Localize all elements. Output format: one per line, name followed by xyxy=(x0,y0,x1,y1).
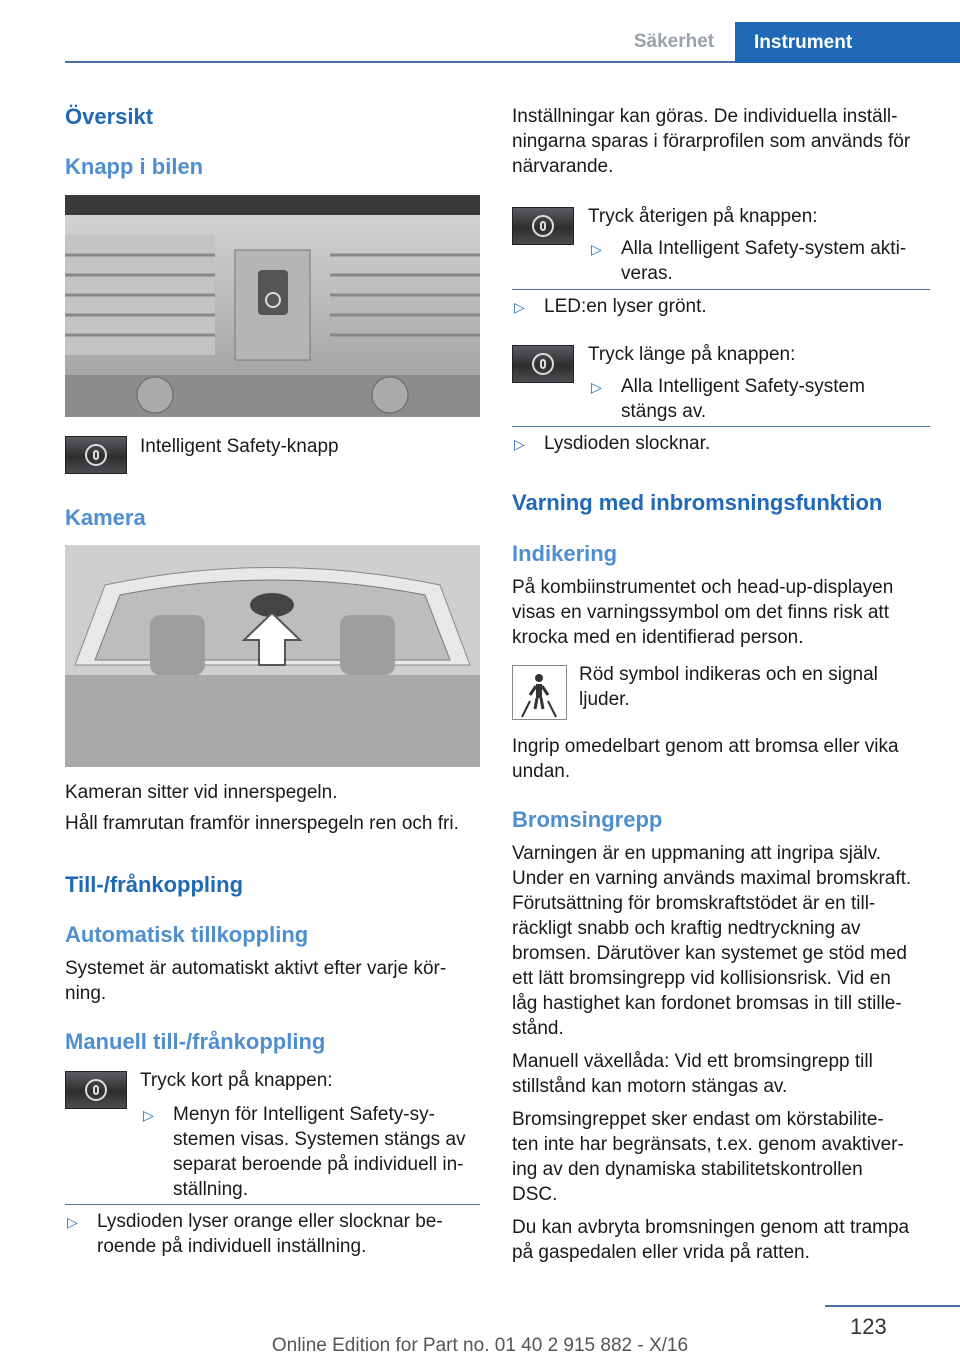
safety-button-icon-4 xyxy=(512,345,574,383)
rod-l2: ljuder. xyxy=(579,689,630,710)
br-l3: Förutsättning för bromskraftstödet är en till- xyxy=(512,893,876,914)
camera-photo xyxy=(65,545,480,767)
triangle-bullet-icon: ▷ xyxy=(143,1107,154,1123)
lb1-l2: stemen visas. Systemen stängs av xyxy=(173,1129,466,1150)
rb1-l1: Alla Intelligent Safety-system akti- xyxy=(621,238,907,259)
bs-l4: DSC. xyxy=(512,1184,558,1205)
ind-l2: visas en varningssymbol om det finns risk att xyxy=(512,602,889,623)
rb2: LED:en lyser grönt. xyxy=(544,296,707,317)
heading-oversikt: Översikt xyxy=(65,104,154,129)
man-l2: stillstånd kan motorn stängas av. xyxy=(512,1076,788,1097)
divider xyxy=(512,289,930,290)
caption-safety-button: Intelligent Safety-knapp xyxy=(140,436,339,457)
br-l6: ett lätt bromsingrepp vid kollisionsrisk. Vid en xyxy=(512,968,891,989)
br-l1: Varningen är en uppmaning att ingripa själv. xyxy=(512,843,881,864)
tryck-igen: Tryck återigen på knappen: xyxy=(588,206,818,227)
lb1-l4: ställning. xyxy=(173,1179,248,1200)
intro-l3: närvarande. xyxy=(512,156,614,177)
triangle-bullet-icon: ▷ xyxy=(591,241,602,257)
bs-l1: Bromsingreppet sker endast om körstabilite- xyxy=(512,1109,884,1130)
lb1-l1: Menyn för Intelligent Safety-sy- xyxy=(173,1104,435,1125)
tryck-kort: Tryck kort på knappen: xyxy=(140,1070,333,1091)
br-l2: Under en varning används maximal bromskraft. xyxy=(512,868,912,889)
heading-knapp-i-bilen: Knapp i bilen xyxy=(65,154,204,179)
ind-l3: krocka med en identifierad person. xyxy=(512,627,804,648)
br-l5: bromsen. Därutöver kan systemet ge stöd med xyxy=(512,943,907,964)
rb4: Lysdioden slocknar. xyxy=(544,433,711,454)
triangle-bullet-icon: ▷ xyxy=(67,1214,78,1230)
heading-manuell: Manuell till-/frånkoppling xyxy=(65,1029,326,1054)
intro-l2: ningarna sparas i förarprofilen som används för xyxy=(512,131,911,152)
footer-edition: Online Edition for Part no. 01 40 2 915 882 - X/16 xyxy=(271,1335,689,1356)
rb3-l2: stängs av. xyxy=(621,401,707,422)
left-bullet-1 xyxy=(143,1102,483,1202)
rb1-l2: veras. xyxy=(621,263,673,284)
tryck-lange: Tryck länge på knappen: xyxy=(588,344,796,365)
heading-kamera: Kamera xyxy=(65,505,146,530)
br-l7: låg hastighet kan fordonet bromsas in till stille- xyxy=(512,993,902,1014)
rod-l1: Röd symbol indikeras och en signal xyxy=(579,664,878,685)
tab-sakerhet[interactable]: Säkerhet xyxy=(633,31,715,52)
pedestrian-warning-icon xyxy=(512,665,567,720)
divider xyxy=(512,426,930,427)
man-l1: Manuell växellåda: Vid ett bromsingrepp till xyxy=(512,1051,873,1072)
safety-button-icon-2 xyxy=(65,1071,127,1109)
right-bullet-4 xyxy=(514,431,929,457)
rb3-l1: Alla Intelligent Safety-system xyxy=(621,376,865,397)
page-number: 123 xyxy=(850,1314,887,1339)
heading-indikering: Indikering xyxy=(512,541,618,566)
ingrip-l2: undan. xyxy=(512,761,571,782)
br-l8: stånd. xyxy=(512,1018,564,1039)
bs-l2: ten inte har begränsats, t.ex. genom avaktiver- xyxy=(512,1134,904,1155)
ingrip-l1: Ingrip omedelbart genom att bromsa eller vika xyxy=(512,736,899,757)
auto-line-1: Systemet är automatiskt aktivt efter varje kör- xyxy=(65,958,447,979)
right-bullet-2 xyxy=(514,294,929,320)
safety-button-icon xyxy=(65,436,127,474)
lb2-l1: Lysdioden lyser orange eller slocknar be- xyxy=(97,1211,443,1232)
triangle-bullet-icon: ▷ xyxy=(591,379,602,395)
triangle-bullet-icon: ▷ xyxy=(514,299,525,315)
kamera-text-1: Kameran sitter vid innerspegeln. xyxy=(65,782,338,803)
footer-rule xyxy=(825,1305,960,1307)
du-l1: Du kan avbryta bromsningen genom att trampa xyxy=(512,1217,910,1238)
left-bullet-2 xyxy=(67,1209,482,1259)
right-bullet-3 xyxy=(591,374,936,424)
tab-instrument[interactable]: Instrument xyxy=(735,22,960,63)
dashboard-button-photo xyxy=(65,195,480,417)
lb1-l3: separat beroende på individuell in- xyxy=(173,1154,464,1175)
triangle-bullet-icon: ▷ xyxy=(514,436,525,452)
br-l4: räckligt snabb och kraftig nedtryckning av xyxy=(512,918,861,939)
bs-l3: ing av den dynamiska stabilitetskontrollen xyxy=(512,1159,863,1180)
auto-line-2: ning. xyxy=(65,983,107,1004)
heading-automatisk: Automatisk tillkoppling xyxy=(65,922,309,947)
intro-l1: Inställningar kan göras. De individuella inställ- xyxy=(512,106,898,127)
heading-varning: Varning med inbromsningsfunktion xyxy=(512,490,883,515)
heading-till-frankoppling: Till-/frånkoppling xyxy=(65,872,244,897)
lb2-l2: roende på individuell inställning. xyxy=(97,1236,367,1257)
safety-button-icon-3 xyxy=(512,207,574,245)
heading-bromsingrepp: Bromsingrepp xyxy=(512,807,663,832)
du-l2: på gaspedalen eller vrida på ratten. xyxy=(512,1242,810,1263)
kamera-text-2: Håll framrutan framför innerspegeln ren och fri. xyxy=(65,813,459,834)
divider xyxy=(65,1204,480,1205)
ind-l1: På kombiinstrumentet och head-up-displayen xyxy=(512,577,894,598)
right-bullet-1 xyxy=(591,236,936,286)
